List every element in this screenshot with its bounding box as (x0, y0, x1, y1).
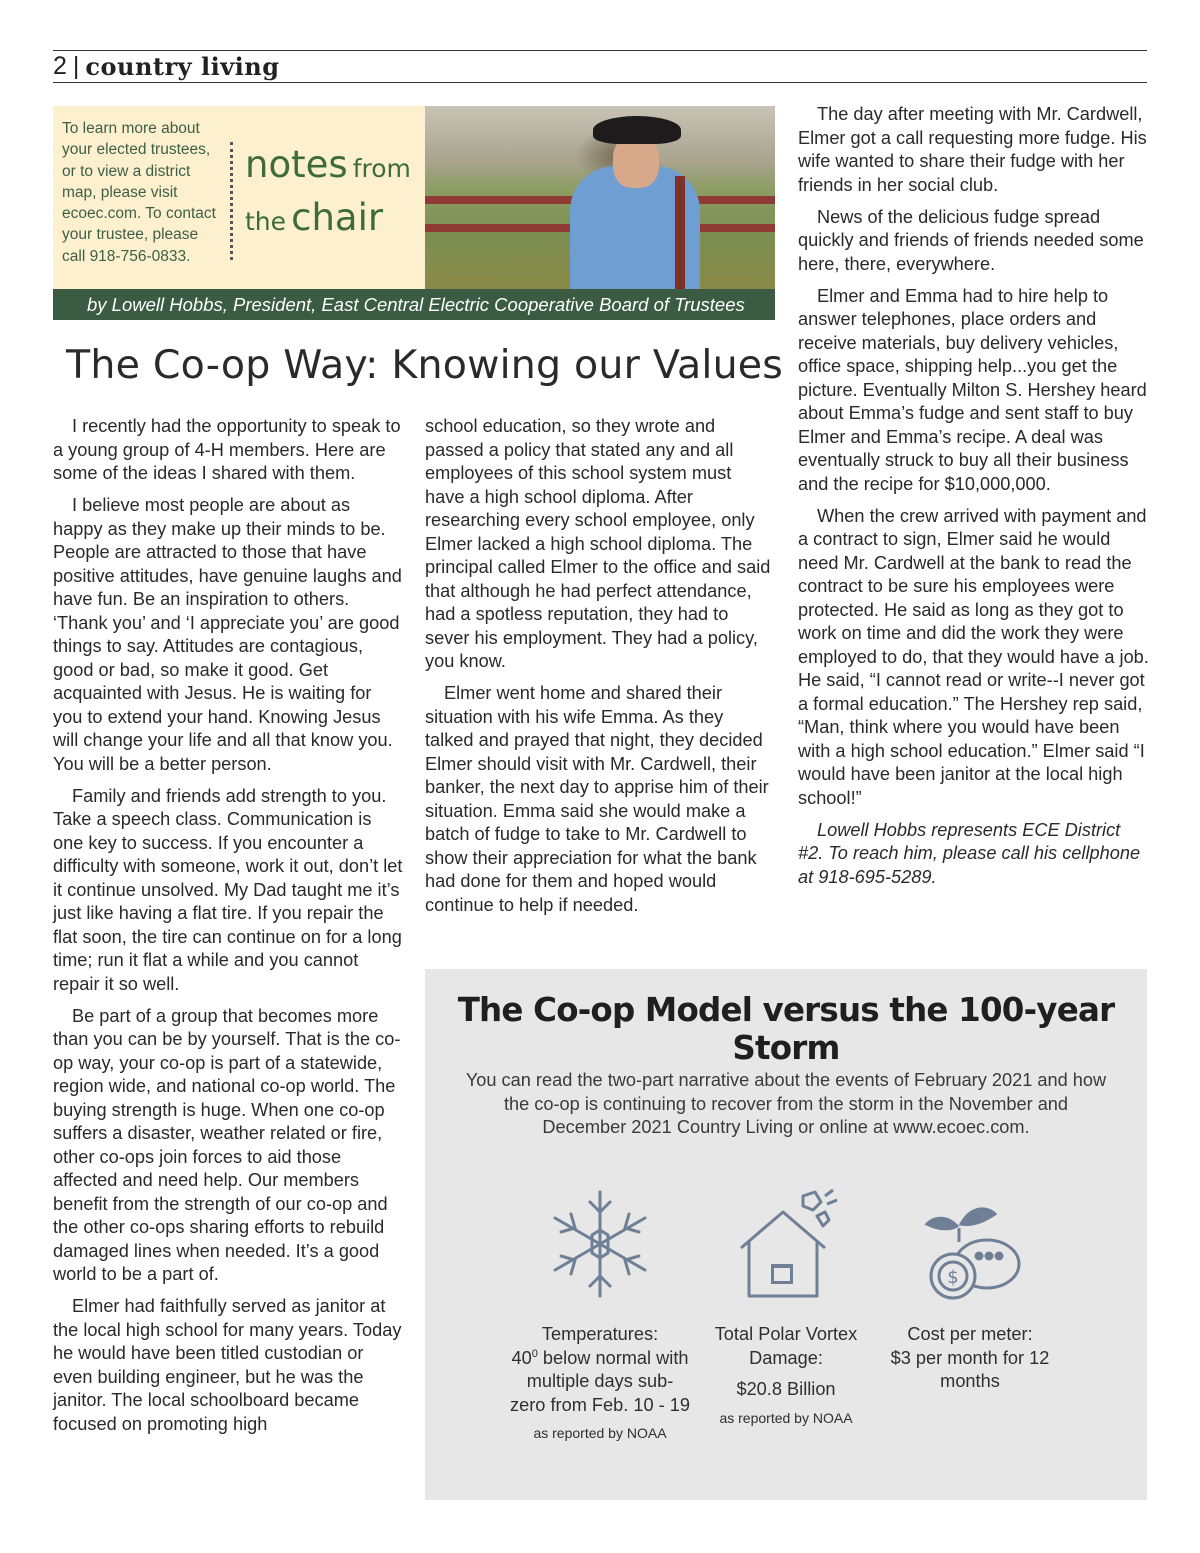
banner-info-box (53, 106, 425, 289)
page-header (53, 52, 279, 80)
section-title: country living (85, 51, 280, 81)
money-piggy-bank-icon (917, 1184, 1027, 1304)
paragraph: Be part of a group that becomes more than you can be by yourself. That is the co-op way, your co-op is part of a statewide, region wide, and national co-op world. The buying strength is huge. When one co-op suffers a disaster, weather related or fire, other co-ops join forces to aid those affected and need help. Our members benefit from the strength of our co-op and the other co-ops sharing efforts to rebuild damaged lines when needed. It’s a good world to be a part of. (53, 1005, 401, 1284)
stat-label: Cost per meter: (907, 1324, 1033, 1344)
paragraph: The day after meeting with Mr. Cardwell, Elmer got a call requesting more fudge. His wife wanted to share their fudge with her friends in her social club. (798, 104, 1147, 195)
stat-damage (696, 1323, 876, 1428)
storm-intro: You can read the two-part narrative about the events of February 2021 and how the co-op is continuing to recover from the storm in the November and December 2021 Country Living or online at www.ecoec.com. (465, 1070, 1107, 1137)
article-column-1 (53, 415, 403, 1445)
article-headline: The Co-op Way: Knowing our Values (66, 342, 784, 388)
stat-degrees: 40 (511, 1347, 532, 1368)
article-column-2 (425, 415, 775, 926)
stat-value (510, 1347, 690, 1418)
page-number: 2 (53, 51, 67, 80)
stat-source: as reported by NOAA (719, 1409, 853, 1426)
photo-fence-post (675, 176, 685, 289)
paragraph: Elmer went home and shared their situation with his wife Emma. As they talked and prayed that night, they decided Elmer should visit with Mr. Cardwell, their banker, the next day to apprise him of their situation. Emma said she would make a batch of fudge to take to Mr. Cardwell to show their appreciation for what the bank had done for them and hoped would continue to help if needed. (425, 683, 769, 915)
stat-detail: below normal with multiple days sub-zero from Feb. 10 - 19 (510, 1347, 690, 1415)
paragraph: Elmer and Emma had to hire help to answer telephones, place orders and receive materials, buy delivery vehicles, office space, shipping help...you get the picture. Eventually Milton S. Hershey heard about Emma’s fudge and sent staff to buy Elmer and Emma’s recipe. A deal was eventually struck to buy all their business and the recipe for $10,000,000. (798, 285, 1147, 494)
stat-label: Temperatures: (541, 1324, 659, 1344)
byline: by Lowell Hobbs, President, East Central Electric Cooperative Board of Trustees (53, 289, 775, 320)
svg-text:$: $ (947, 1267, 959, 1288)
notes-from-chair-banner (53, 106, 775, 320)
stat-source: as reported by NOAA (533, 1425, 667, 1441)
storm-title: The Co-op Model versus the 100-year Storm (457, 991, 1115, 1067)
paragraph: Family and friends add strength to you. Take a speech class. Communication is one key to success. If you encounter a difficulty with someone, work it out, don’t let it continue unsolved. My Dad taught me it’s just like having a flat tire. If you repair the flat soon, the tire can continue on for a long time; run it flat a while and you cannot repair it so well. (53, 785, 403, 994)
paragraph: school education, so they wrote and passed a policy that stated any and all employees of this school system must have a high school diploma. After researching every school employee, only Elmer lacked a high school diploma. The principal called Elmer to the office and said that although he had perfect attendance, had a spotless reputation, they had to sever his employment. They had a policy, you know. (425, 416, 771, 671)
paragraph: I believe most people are about as happy as they make up their minds to be. People are attracted to those that have positive attitudes, have genuine laughs and have fun. Be an inspiration to others. ‘Thank you’ and ‘I appreciate you’ are good things to say. Attitudes are contagious, good or bad, so make it good. Get acquainted with Jesus. He is waiting for you to extend your hand. Knowing Jesus will change your life and all that know you. You will be a better person. (53, 495, 402, 774)
chairman-photo (425, 106, 775, 289)
header-bottom-rule (53, 82, 1147, 83)
stat-cost-per-meter (880, 1323, 1060, 1394)
stat-label: Total Polar Vortex Damage: (714, 1324, 858, 1368)
snowflake-icon (545, 1184, 655, 1304)
notes-word: notes (245, 143, 348, 186)
degree-mark: 0 (531, 1347, 538, 1360)
paragraph: Elmer had faithfully served as janitor at the local high school for many years. Today he would have been titled custodian or even building engineer, but he was the janitor. The local schoolboard became focused on promoting high (53, 1296, 402, 1434)
the-word: the (245, 207, 287, 236)
paragraph: I recently had the opportunity to speak to a young group of 4-H members. Here are some of the ideas I shared with them. (53, 416, 401, 483)
from-word: from (352, 154, 411, 183)
storm-sidebar (425, 969, 1147, 1500)
notes-from-chair-title (245, 142, 411, 248)
dotted-divider (230, 142, 233, 260)
stat-value: $3 per month for 12 months (890, 1347, 1050, 1391)
paragraph: News of the delicious fudge spread quickly and friends of friends needed some here, there, everywhere. (798, 206, 1144, 274)
trustee-info-text: To learn more about your elected trustees, or to view a district map, please visit ecoec.com. To contact your trustee, please call 918-756-0833. (62, 120, 216, 265)
chair-word: chair (291, 196, 384, 239)
author-signature: Lowell Hobbs represents ECE District #2. To reach him, please call his cellphone at 918-695-5289. (798, 819, 1141, 887)
damaged-house-icon (733, 1184, 843, 1304)
photo-cowboy-hat (593, 116, 681, 144)
stat-temperatures (510, 1323, 690, 1443)
paragraph: When the crew arrived with payment and a contract to sign, Elmer said he would need Mr. Cardwell at the bank to read the contract to be sure his employees were protected. He said as long as they got to work on time and did the work they were employed to do, that they would have a job. He said, “I cannot read or write--I never got a formal education.” The Hershey rep said, “Man, think where you would have been with a high school education.” Elmer said “I would have been janitor at the local high school!” (798, 505, 1149, 808)
stat-value: $20.8 Billion (736, 1379, 836, 1399)
article-column-3 (798, 103, 1150, 898)
header-separator: | (72, 51, 80, 80)
